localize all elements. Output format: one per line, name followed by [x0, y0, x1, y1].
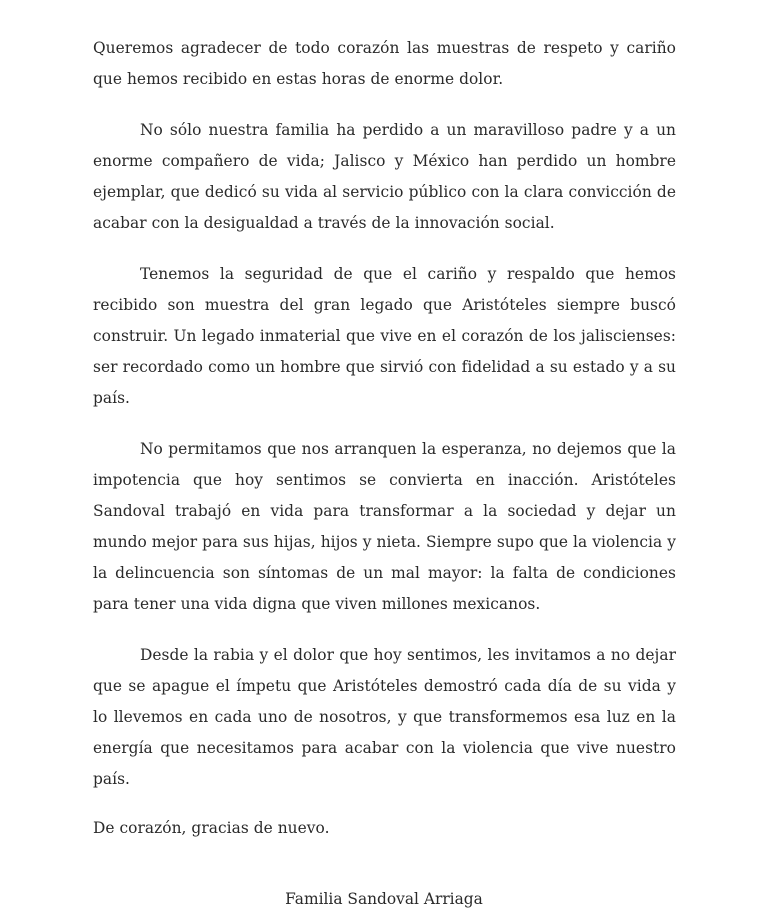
- letter-body: [93, 33, 676, 844]
- paragraph-closing: De corazón, gracias de nuevo.: [93, 819, 330, 837]
- paragraph-thanks: Queremos agradecer de todo corazón las muestras de respeto y cariño que hemos recibido en estas horas de enorme dolor.: [93, 39, 676, 88]
- paragraph-hope: No permitamos que nos arranquen la esperanza, no dejemos que la impotencia que hoy sentimos se convierta en inacción. Aristóteles Sandoval trabajó en vida para transformar a la sociedad y dejar un mundo mejor para sus hijas, hijos y nieta. Siempre supo que la violencia y la delincuencia son síntomas de un mal mayor: la falta de condiciones para tener una vida digna que viven millones mexicanos.: [93, 440, 676, 613]
- paragraph-legacy: Tenemos la seguridad de que el cariño y respaldo que hemos recibido son muestra del gran legado que Aristóteles siempre buscó construir. Un legado inmaterial que vive en el corazón de los jaliscienses: ser recordado como un hombre que sirvió con fidelidad a su estado y a su país.: [93, 265, 676, 407]
- signature: Familia Sandoval Arriaga: [285, 890, 483, 908]
- paragraph-loss: No sólo nuestra familia ha perdido a un maravilloso padre y a un enorme compañero de vida; Jalisco y México han perdido un hombre ejemplar, que dedicó su vida al servicio público con la clara convicción de acabar con la desigualdad a través de la innovación social.: [93, 121, 676, 232]
- paragraph-call-to-action: Desde la rabia y el dolor que hoy sentimos, les invitamos a no dejar que se apague el ímpetu que Aristóteles demostró cada día de su vida y lo llevemos en cada uno de nosotros, y que transformemos esa luz en la energía que necesitamos para acabar con la violencia que vive nuestro país.: [93, 646, 676, 788]
